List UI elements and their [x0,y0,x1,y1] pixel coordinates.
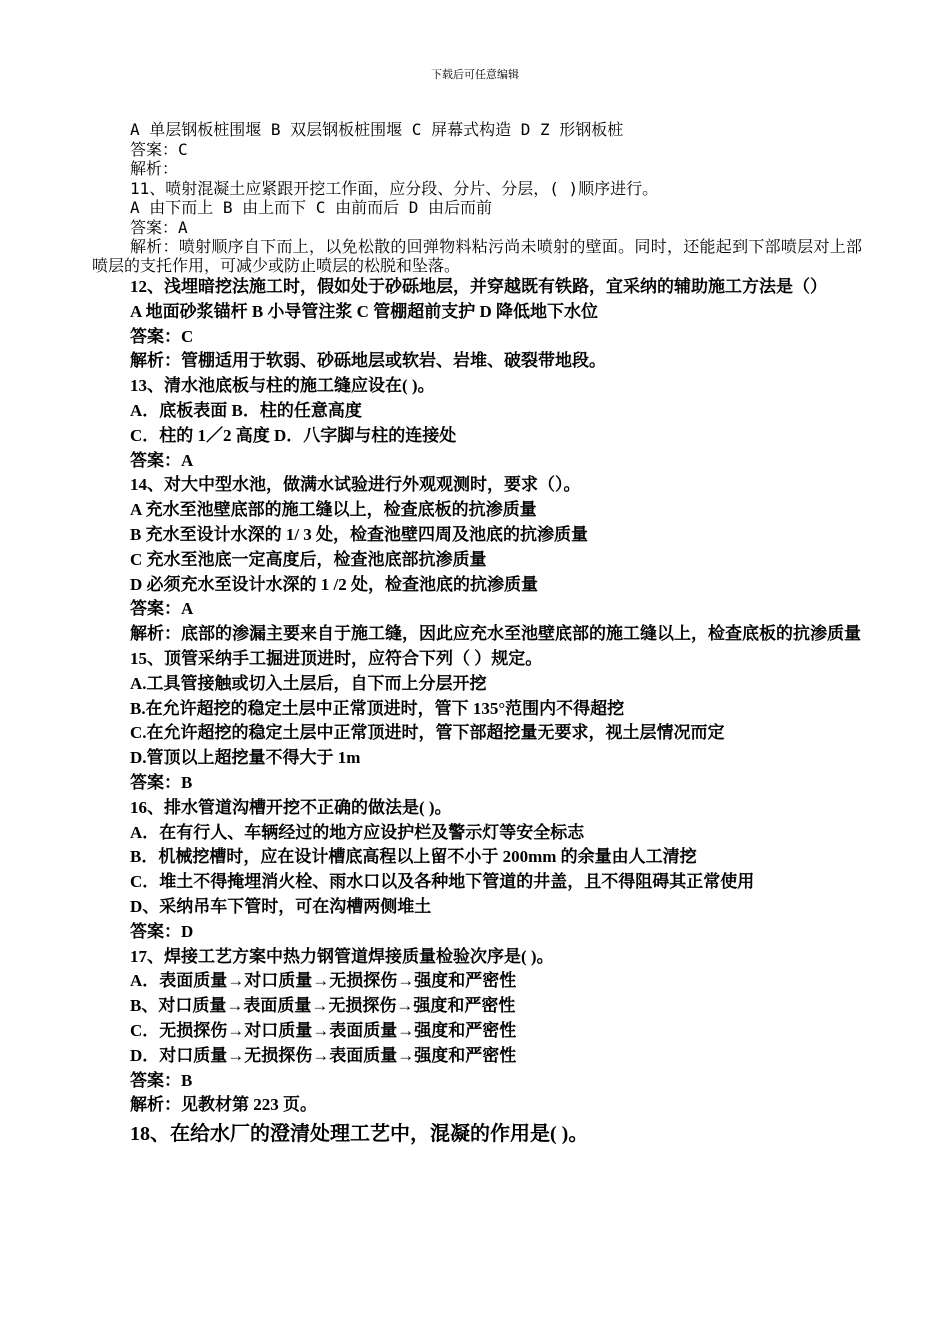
q14-answer: 答案：A [130,599,194,619]
q13-answer: 答案：A [130,450,194,470]
q14-option-b: B 充水至设计水深的 1/ 3 处，检查池壁四周及池底的抗渗质量 [130,524,589,544]
q16-option-c: C．堆土不得掩埋消火栓、雨水口以及各种地下管道的井盖，且不得阻碍其正常使用 [130,872,755,892]
q10-answer: 答案：C [130,139,188,159]
q17-question: 17、焊接工艺方案中热力钢管道焊接质量检验次序是( )。 [130,946,554,966]
q14-option-c: C 充水至池底一定高度后，检查池底部抗渗质量 [130,549,487,569]
q16-option-d: D、采纳吊车下管时，可在沟槽两侧堆土 [130,896,432,916]
q17-answer: 答案：B [130,1070,193,1090]
q12-options: A 地面砂浆锚杆 B 小导管注浆 C 管棚超前支护 D 降低地下水位 [130,301,598,321]
q13-options-ab: A．底板表面 B．柱的任意高度 [130,400,362,420]
q12-question: 12、浅埋暗挖法施工时，假如处于砂砾地层，并穿越既有铁路，宜采纳的辅助施工方法是（） [130,277,827,296]
q17-option-c: C．无损探伤→对口质量→表面质量→强度和严密性 [130,1020,517,1040]
q14-option-a: A 充水至池壁底部的施工缝以上，检查底板的抗渗质量 [130,500,537,520]
q13-options-cd: C．柱的 1／2 高度 D．八字脚与柱的连接处 [130,425,457,445]
q16-option-a: A．在有行人、车辆经过的地方应设护栏及警示灯等安全标志 [130,822,585,842]
document-body [92,120,862,1148]
q11-answer: 答案：A [130,217,188,237]
q13-question: 13、清水池底板与柱的施工缝应设在( )。 [130,376,435,396]
q16-answer: 答案：D [130,921,194,941]
q12-answer: 答案：C [130,326,194,346]
q16-option-b: B．机械挖槽时，应在设计槽底高程以上留不小于 200mm 的余量由人工清挖 [130,847,697,867]
q12-analysis: 解析：管棚适用于软弱、砂砾地层或软岩、岩堆、破裂带地段。 [130,351,606,371]
q18-question: 18、在给水厂的澄清处理工艺中，混凝的作用是( )。 [130,1123,589,1146]
q14-analysis: 解析：底部的渗漏主要来自于施工缝，因此应充水至池壁底部的施工缝以上，检查底板的抗渗质量 [130,624,861,644]
q15-option-a: A.工具管接触或切入土层后，自下而上分层开挖 [130,673,487,693]
q14-question: 14、对大中型水池，做满水试验进行外观观测时，要求（）。 [130,475,581,495]
q10-analysis: 解析： [130,159,179,178]
q17-option-d: D．对口质量→无损探伤→表面质量→强度和严密性 [130,1045,517,1065]
q11-options: A 由下而上 B 由上而下 C 由前而后 D 由后而前 [130,198,492,217]
q15-answer: 答案：B [130,772,193,792]
q10-options: A 单层钢板桩围堰 B 双层钢板桩围堰 C 屏幕式构造 D Z 形钢板桩 [130,120,624,139]
q17-option-a: A．表面质量→对口质量→无损探伤→强度和严密性 [130,971,517,991]
page-header: 下载后可任意编辑 [431,68,519,81]
q14-option-d: D 必须充水至设计水深的 1 /2 处，检查池底的抗渗质量 [130,574,538,594]
q11-question: 11、喷射混凝土应紧跟开挖工作面，应分段、分片、分层，( )顺序进行。 [130,178,659,198]
q11-analysis: 解析：喷射顺序自下而上，以免松散的回弹物料粘污尚未喷射的壁面。同时，还能起到下部喷层对上部喷层的支托作用，可减少或防止喷层的松脱和坠落。 [92,237,862,275]
q15-option-d: D.管顶以上超挖量不得大于 1m [130,748,361,768]
q15-option-c: C.在允许超挖的稳定土层中正常顶进时，管下部超挖量无要求，视土层情况而定 [130,723,725,743]
q17-option-b: B、对口质量→表面质量→无损探伤→强度和严密性 [130,996,516,1016]
q17-analysis: 解析：见教材第 223 页。 [130,1095,317,1115]
q15-option-b: B.在允许超挖的稳定土层中正常顶进时，管下 135°范围内不得超挖 [130,698,625,718]
q15-question: 15、顶管采纳手工掘进顶进时，应符合下列（ ）规定。 [130,648,543,668]
q16-question: 16、排水管道沟槽开挖不正确的做法是( )。 [130,797,452,817]
